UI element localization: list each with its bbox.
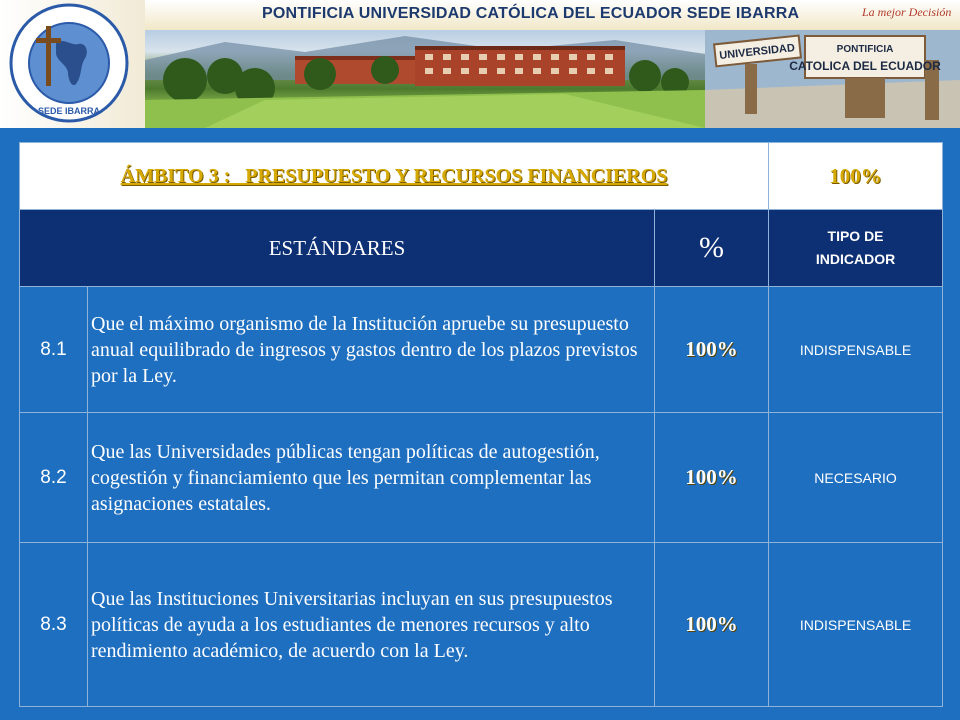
header-tipo-cell: [769, 210, 943, 287]
standard-number: 8.1: [20, 287, 88, 413]
ambito-percent: 100%: [829, 163, 882, 188]
standard-percent: 100%: [655, 413, 769, 543]
ambito-percent-cell: [769, 143, 943, 210]
indicator-type: INDISPENSABLE: [769, 543, 943, 707]
institution-title: PONTIFICIA UNIVERSIDAD CATÓLICA DEL ECUADOR SEDE IBARRA: [262, 5, 800, 22]
svg-text:CATOLICA DEL ECUADOR: CATOLICA DEL ECUADOR: [789, 59, 941, 73]
svg-text:PONTIFICIA: PONTIFICIA: [836, 44, 894, 55]
ambito-label: ÁMBITO 3 : PRESUPUESTO Y RECURSOS FINANCIEROS: [120, 164, 668, 187]
standard-description: Que las Universidades públicas tengan políticas de autogestión, cogestión y financiamiento que les permitan complementar las asignaciones estatales.: [88, 413, 655, 543]
standard-description: Que las Instituciones Universitarias incluyan en sus presupuestos políticas de ayuda a los estudiantes de menores recursos y alto rendimiento académico, de acuerdo con la Ley.: [88, 543, 655, 707]
header-estandares-cell: [20, 210, 655, 287]
table-row: [20, 543, 943, 707]
logo-panel: [0, 0, 145, 128]
header-estandares: ESTÁNDARES: [268, 235, 406, 260]
university-seal-logo: [8, 2, 130, 124]
svg-text:UNIVERSIDAD: UNIVERSIDAD: [718, 42, 796, 62]
header-banner: [0, 0, 960, 128]
campus-photo: [145, 30, 960, 128]
table-row: [20, 287, 943, 413]
column-header-row: [20, 210, 943, 287]
standard-percent: 100%: [655, 287, 769, 413]
standard-percent: 100%: [655, 543, 769, 707]
ambito-row: [20, 143, 943, 210]
header-percent-cell: [655, 210, 769, 287]
standard-number: 8.2: [20, 413, 88, 543]
table-row: [20, 413, 943, 543]
ambito-cell: [20, 143, 769, 210]
indicator-type: NECESARIO: [769, 413, 943, 543]
standard-description: Que el máximo organismo de la Institución apruebe su presupuesto anual equilibrado de ingresos y gastos dentro de los plazos previstos por la Ley.: [88, 287, 655, 413]
standards-table: [19, 142, 943, 707]
header-percent: %: [699, 231, 725, 264]
slogan: La mejor Decisión: [862, 5, 952, 19]
svg-text:SEDE IBARRA: SEDE IBARRA: [37, 106, 101, 116]
indicator-type: INDISPENSABLE: [769, 287, 943, 413]
header-tipo: TIPO DE INDICADOR: [815, 228, 896, 267]
standard-number: 8.3: [20, 543, 88, 707]
